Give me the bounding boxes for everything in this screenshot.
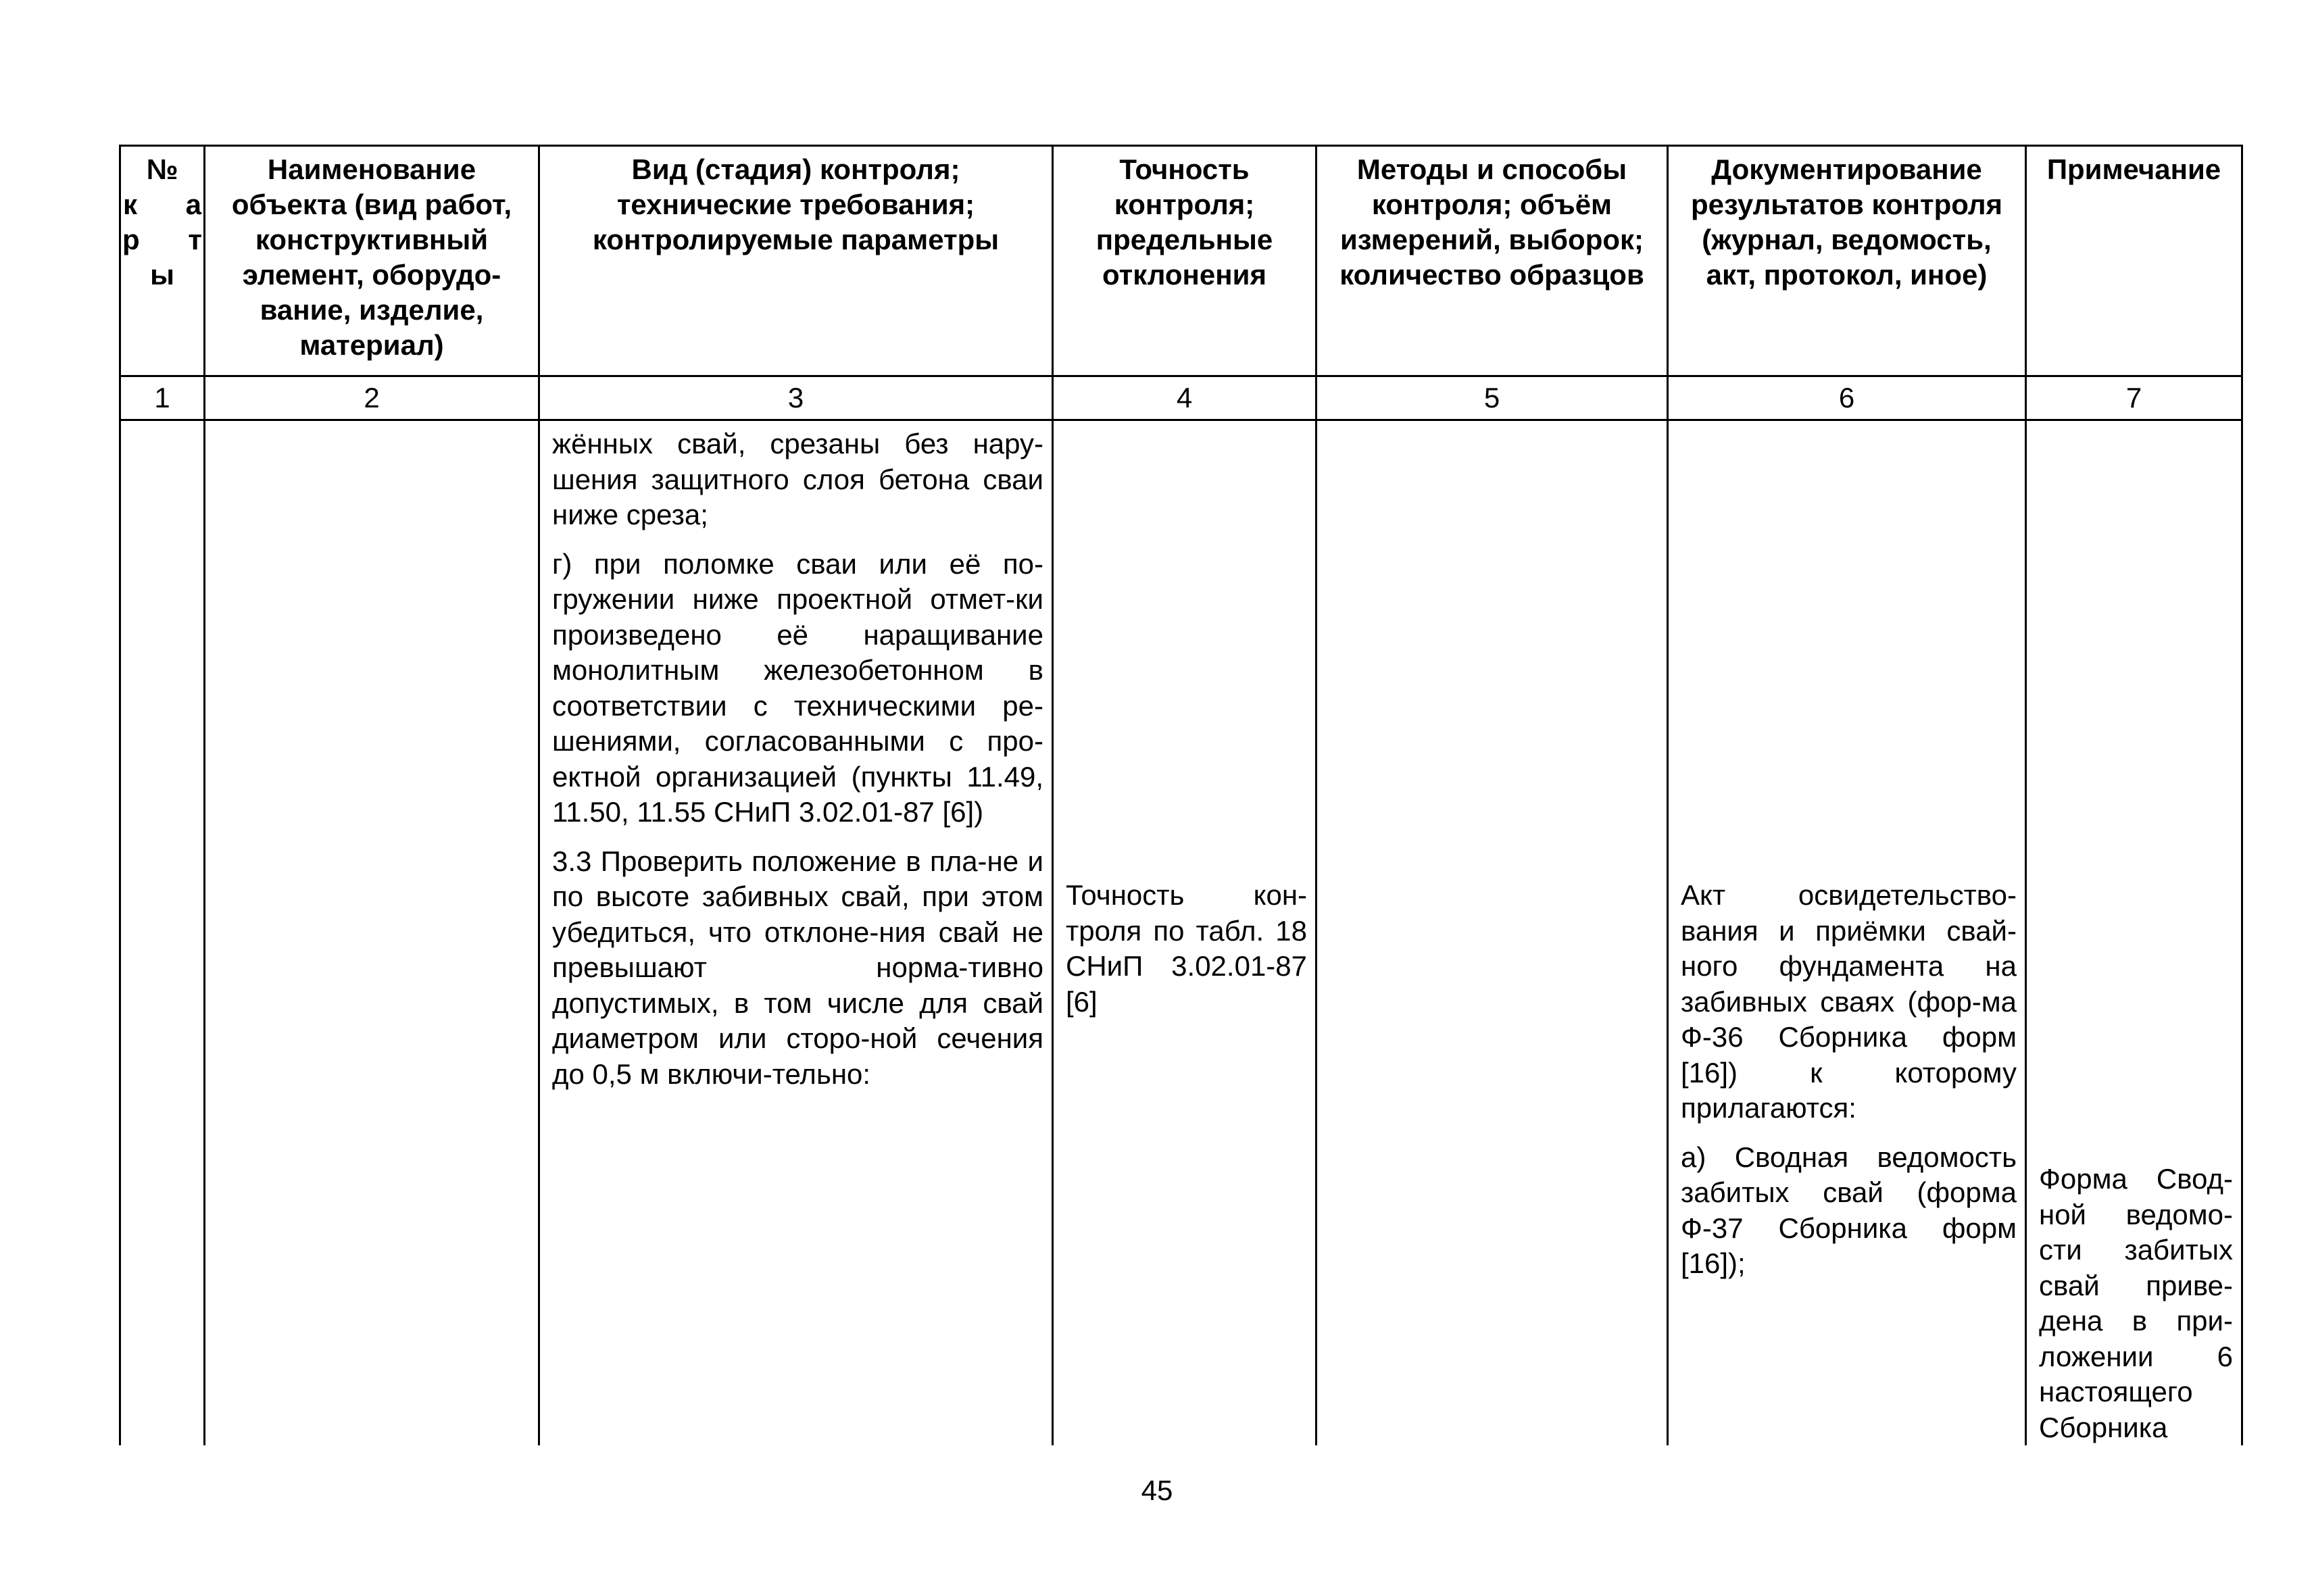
header-note: Примечание — [2026, 146, 2242, 376]
control-paragraph-1: жённых свай, срезаны без нару-шения защитного слоя бетона сваи ниже среза; — [552, 428, 1043, 530]
column-number: 7 — [2026, 376, 2242, 420]
header-row — [120, 146, 2242, 376]
cell-object-name — [205, 420, 539, 1446]
accuracy-paragraph: Точность кон-троля по табл. 18 СНиП 3.02.01-87 [6] — [1066, 879, 1307, 1018]
documentation-paragraph-2: а) Сводная ведомость забитых свай (форма Ф-37 Сборника форм [16]); — [1681, 1141, 2017, 1279]
column-number: 6 — [1668, 376, 2026, 420]
cell-accuracy — [1053, 420, 1316, 1446]
header-control-type: Вид (стадия) контроля; технические требования; контролируемые параметры — [539, 146, 1053, 376]
documentation-paragraph-1: Акт освидетельство-вания и приёмки свай-ного фундамента на забивных сваях (фор-ма Ф-36 Сборника форм [16]) к которому прилагаются: — [1681, 879, 2017, 1124]
cell-documentation — [1668, 420, 2026, 1446]
table-row — [120, 420, 2242, 1446]
header-object-name: Наименование объекта (вид работ, конструктивный элемент, оборудо-вание, изделие, материал) — [205, 146, 539, 376]
control-paragraph-3: 3.3 Проверить положение в пла-не и по высоте забивных свай, при этом убедиться, что отклоне-ния свай не превышают норма-тивно допустимых, в том числе для свай диаметром или сторо-ной сечения до 0,5 м включи-тельно: — [552, 845, 1043, 1090]
control-paragraph-2: г) при поломке сваи или её по-гружении ниже проектной отмет-ки произведено её наращивание монолитным железобетонном в соответствии с техническими ре-шениями, согласованными с про-ектной организацией (пункты 11.49, 11.50, 11.55 СНиП 3.02.01-87 [6]) — [552, 547, 1043, 828]
header-accuracy: Точность контроля; предельные отклонения — [1053, 146, 1316, 376]
control-table — [119, 145, 2243, 1445]
cell-methods — [1316, 420, 1668, 1446]
column-number: 5 — [1316, 376, 1668, 420]
column-number: 3 — [539, 376, 1053, 420]
header-card-number: № к а р т ы — [120, 146, 205, 376]
column-number: 2 — [205, 376, 539, 420]
cell-card-number — [120, 420, 205, 1446]
cell-note — [2026, 420, 2242, 1446]
column-number: 4 — [1053, 376, 1316, 420]
note-paragraph: Форма Свод-ной ведомо-сти забитых свай приве-дена в при-ложении 6 настоящего Сборника — [2039, 1163, 2233, 1443]
column-number-row — [120, 376, 2242, 420]
column-number: 1 — [120, 376, 205, 420]
header-documentation: Документирование результатов контроля (журнал, ведомость, акт, протокол, иное) — [1668, 146, 2026, 376]
page-number: 45 — [1141, 1474, 1173, 1506]
cell-control-type — [539, 420, 1053, 1446]
header-methods: Методы и способы контроля; объём измерений, выборок; количество образцов — [1316, 146, 1668, 376]
